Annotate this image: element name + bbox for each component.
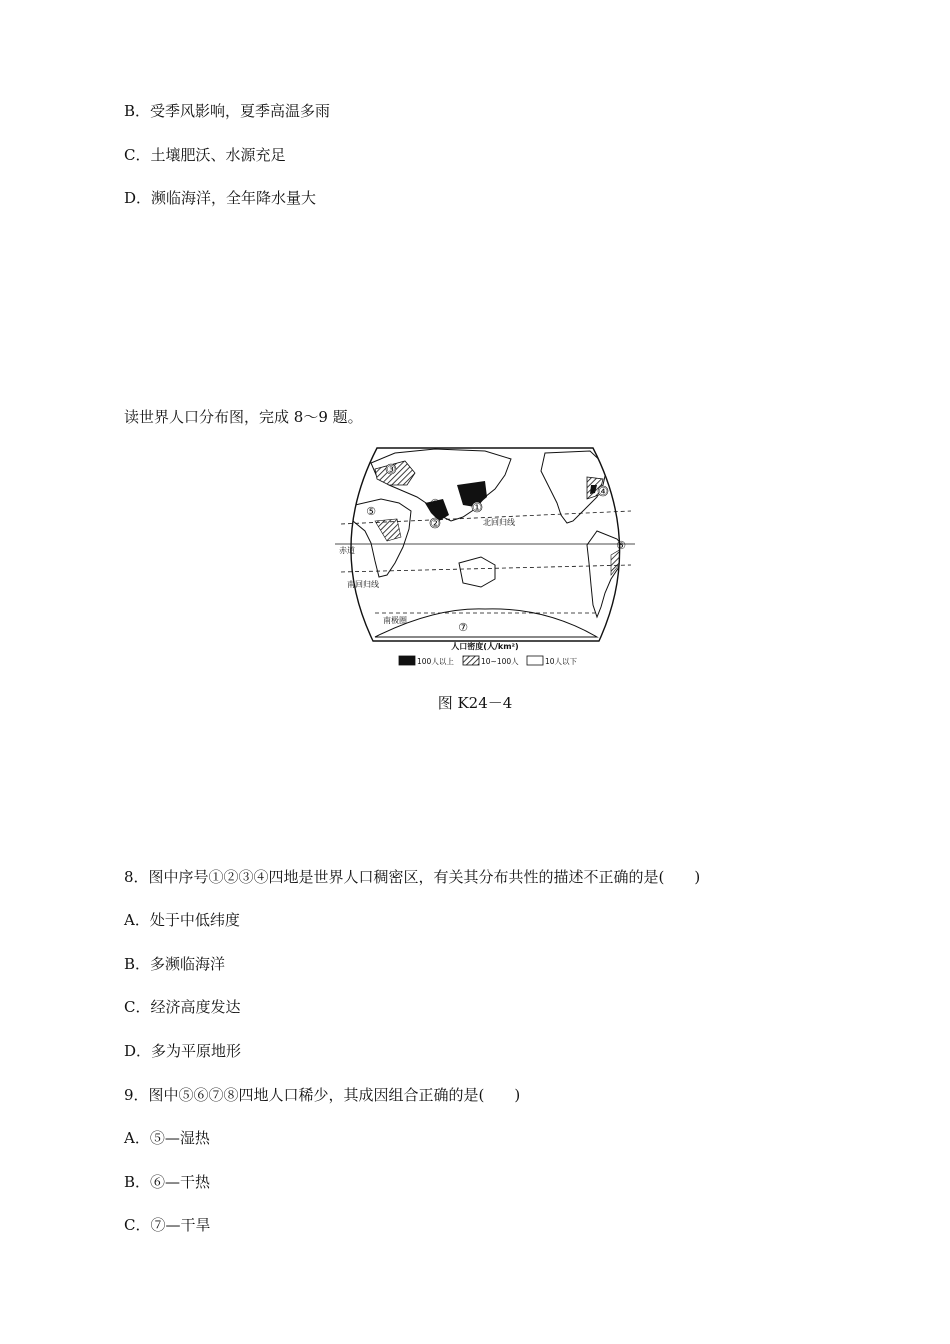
antarctic-circle-label: 南极圈 [383, 616, 407, 625]
marker-6: ⑥ [616, 539, 626, 552]
tropic-north-label: 北回归线 [483, 518, 515, 527]
option-text: 濒临海洋，全年降水量大 [151, 189, 317, 207]
legend-swatch-solid [399, 656, 415, 665]
option-text: 土壤肥沃、水源充足 [150, 146, 286, 164]
equator-label: 赤道 [339, 546, 355, 555]
option-text: 多为平原地形 [151, 1042, 242, 1060]
question-8-stem: 8．图中序号①②③④四地是世界人口稠密区，有关其分布共性的描述不正确的是( ) [124, 868, 701, 886]
marker-4: ④ [598, 485, 608, 498]
marker-8: ⑧ [430, 497, 440, 510]
map-body [335, 445, 635, 645]
australia-landmass [459, 557, 495, 587]
option-text: 经济高度发达 [150, 998, 241, 1016]
legend-swatch-blank [527, 656, 543, 665]
question-8-option-b[interactable]: B．多濒临海洋 [124, 955, 226, 973]
option-letter: A [124, 1129, 135, 1147]
figure-caption: 图 K24－4 [437, 694, 513, 712]
question-8-option-c[interactable]: C．经济高度发达 [124, 998, 241, 1016]
option-letter: C [124, 146, 136, 164]
option-text: ⑤—湿热 [149, 1129, 210, 1147]
legend-label-medium: 10~100人 [481, 657, 519, 666]
option-letter: B [124, 1173, 136, 1191]
option-letter: D [124, 189, 137, 207]
world-population-map [335, 445, 635, 673]
option-text: 处于中低纬度 [149, 911, 240, 929]
marker-7: ⑦ [458, 621, 468, 634]
question-9-option-c[interactable]: C．⑦—干旱 [124, 1216, 211, 1234]
marker-3: ③ [386, 463, 396, 476]
legend [399, 656, 578, 666]
question-8-option-d[interactable]: D．多为平原地形 [124, 1042, 242, 1060]
option-d-previous: D．濒临海洋，全年降水量大 [124, 189, 317, 207]
question-9-option-a[interactable]: A．⑤—湿热 [124, 1129, 210, 1147]
marker-5: ⑤ [366, 505, 376, 518]
marker-1: ① [472, 501, 482, 514]
option-text: ⑥—干热 [150, 1173, 211, 1191]
option-letter: C [124, 1216, 136, 1234]
legend-swatch-hatched [463, 656, 479, 665]
question-9-stem: 9．图中⑤⑥⑦⑧四地人口稀少，其成因组合正确的是( ) [124, 1086, 521, 1104]
option-text: 多濒临海洋 [150, 955, 226, 973]
option-b-previous: B．受季风影响，夏季高温多雨 [124, 102, 331, 120]
option-letter: B [124, 102, 136, 120]
legend-label-low: 10人以下 [545, 657, 578, 666]
option-c-previous: C．土壤肥沃、水源充足 [124, 146, 286, 164]
legend-title: 人口密度(人/km²) [451, 642, 519, 651]
option-letter: B [124, 955, 136, 973]
option-text: 受季风影响，夏季高温多雨 [150, 102, 331, 120]
tropic-south-label: 南回归线 [347, 580, 379, 589]
option-letter: A [124, 911, 135, 929]
option-letter: D [124, 1042, 137, 1060]
legend-label-high: 100人以上 [417, 657, 454, 666]
option-text: ⑦—干旱 [150, 1216, 211, 1234]
question-8-option-a[interactable]: A．处于中低纬度 [124, 911, 240, 929]
marker-2: ② [430, 517, 440, 530]
question-intro: 读世界人口分布图，完成 8～9 题。 [124, 408, 363, 426]
question-9-option-b[interactable]: B．⑥—干热 [124, 1173, 211, 1191]
option-letter: C [124, 998, 136, 1016]
